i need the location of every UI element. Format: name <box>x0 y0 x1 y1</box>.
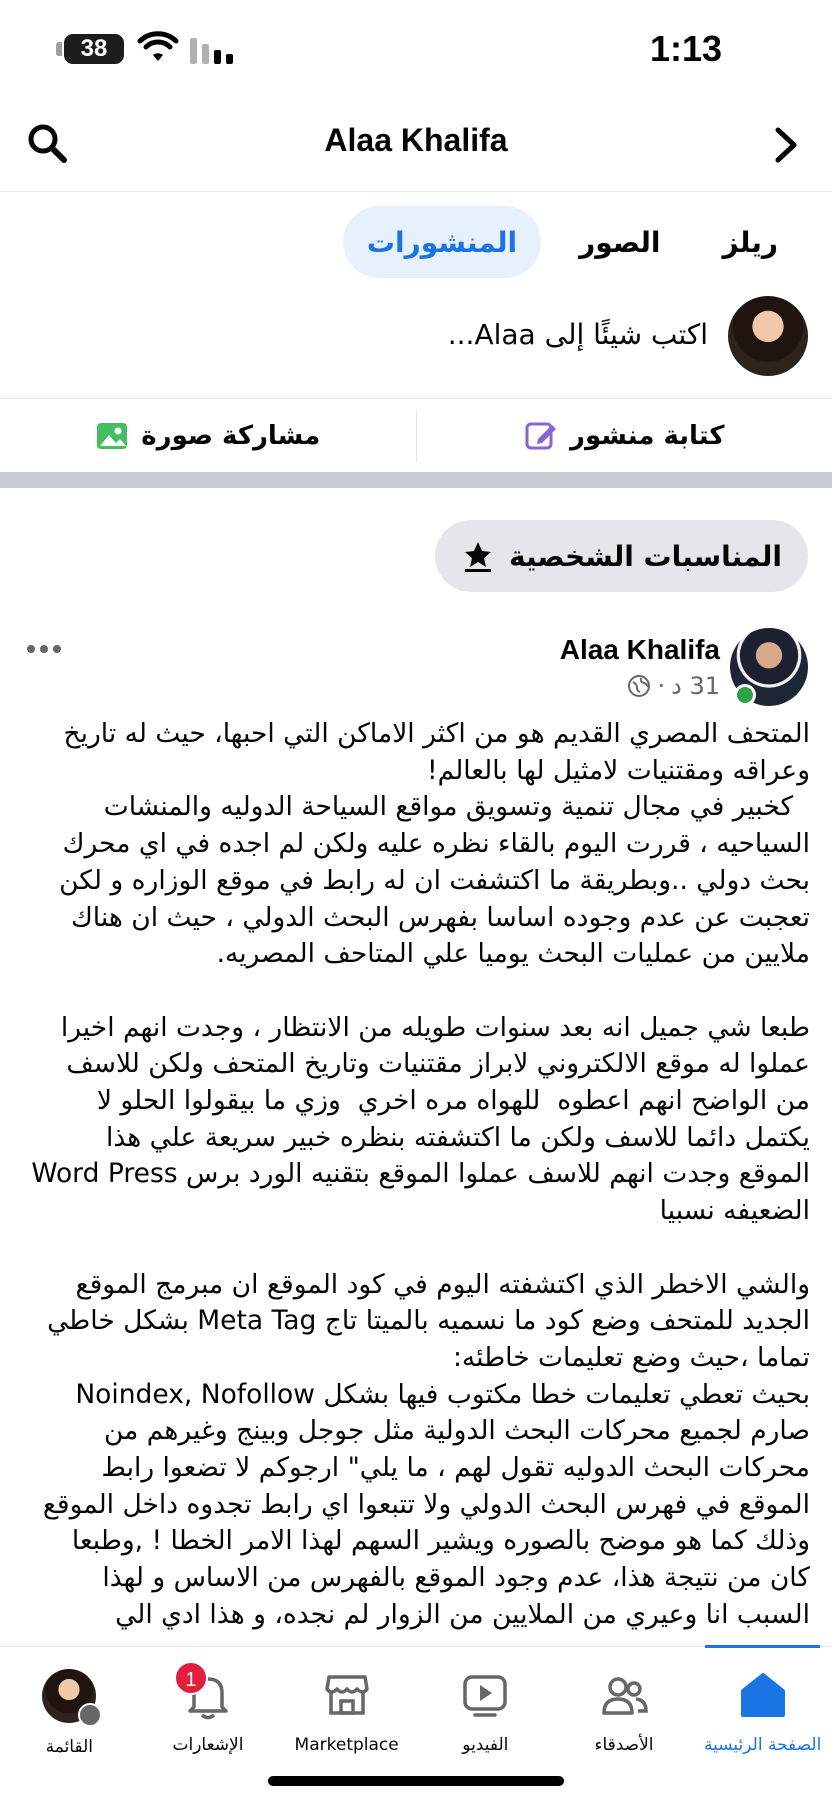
tab-posts[interactable]: المنشورات <box>343 206 541 278</box>
notification-badge: 1 <box>174 1661 208 1695</box>
profile-tabs <box>343 206 802 278</box>
tab-reels[interactable]: ريلز <box>722 225 778 259</box>
globe-icon <box>627 674 651 698</box>
write-post-label: كتابة منشور <box>570 420 725 451</box>
nav-friends[interactable] <box>555 1647 694 1767</box>
friends-icon <box>598 1669 650 1721</box>
post-meta <box>627 672 720 700</box>
video-icon <box>459 1669 511 1721</box>
life-events-button[interactable] <box>435 520 808 592</box>
nav-menu[interactable] <box>0 1647 139 1767</box>
star-icon <box>461 539 495 573</box>
battery-icon: 38 <box>64 34 124 64</box>
nav-home[interactable] <box>693 1647 832 1767</box>
post-header <box>0 628 832 710</box>
post-author[interactable]: Alaa Khalifa <box>559 634 720 665</box>
more-options-icon[interactable] <box>24 642 64 656</box>
composer-actions <box>0 398 832 472</box>
post-composer[interactable] <box>0 296 832 378</box>
status-time: 1:13 <box>649 28 722 69</box>
avatar <box>42 1669 96 1723</box>
nav-notifications[interactable] <box>139 1647 278 1767</box>
marketplace-icon <box>321 1669 373 1721</box>
meta-dot: · <box>657 672 666 700</box>
battery-cap <box>56 42 62 56</box>
status-bar <box>0 0 832 100</box>
wifi-icon <box>138 34 178 64</box>
signal-icon <box>190 36 236 64</box>
home-icon <box>737 1669 789 1721</box>
tab-photos[interactable]: الصور <box>579 225 661 259</box>
nav-video-label: الفيديو <box>462 1735 509 1755</box>
active-indicator <box>705 1645 820 1648</box>
photo-icon <box>95 419 129 453</box>
page-title: Alaa Khalifa <box>324 122 508 158</box>
nav-marketplace-label: Marketplace <box>294 1735 399 1755</box>
section-separator <box>0 472 832 488</box>
composer-placeholder[interactable]: اكتب شيئًا إلى Alaa... <box>447 318 708 351</box>
home-indicator <box>268 1776 564 1786</box>
online-status-icon <box>734 684 756 706</box>
share-photo-button[interactable] <box>0 399 416 472</box>
avatar[interactable] <box>728 296 808 376</box>
nav-video[interactable] <box>416 1647 555 1767</box>
menu-icon <box>78 1703 102 1727</box>
post-text: المتحف المصري القديم هو من اكثر الاماكن التي احبها، حيث له تاريخ وعراقه ومقتنيات لامثيل لها بالعالم! كخبير في مجال تنمية وتسويق مواقع السياحة الدوليه والمنشات السياحيه ، قررت اليوم بالقاء نظره عليه ولكن لم اجده في اي محرك بحث دولي ..وبطريقة ما اكتشفت ان له رابط في موقع الوزاره و لكن تعجبت عن عدم وجوده اساسا بفهرس البحث الدولي ، حيث ان هناك ملايين من عمليات البحث يوميا علي المتاحف المصريه. طبعا شي جميل انه بعد سنوات طويله من الانتظار ، وجدت انهم اخيرا عملوا له موقع الالكتروني لابراز مقتنيات وتاريخ المتحف ولكن للاسف من الواضح انهم اعطوه للهواه مره اخري وزي ما بيقولوا الحلو لا يكتمل دائما للاسف ولكن ما اكتشفته بنظره خبير سريعة علي هذا الموقع وجدت انهم للاسف عملوا الموقع بتقنيه الورد برس Word Press الضعيفه نسبيا والشي الاخطر الذي اكتشفته اليوم في كود الموقع ان مبرمج الموقع الجديد للمتحف وضع كود ما نسميه بالميتا تاج Meta Tag بشكل خاطي تماما ،حيث وضع تعليمات خاطئه: بحيث تعطي تعليمات خطا مكتوب فيها بشكل Noindex, Nofollow صارم لجميع محركات البحث الدولية مثل جوجل وبينج وغيرهم من محركات البحث الدوليه تقول لهم ، ما يلي" ارجوكم لا تضعوا رابط الموقع في فهرس البحث الدولي ولا تتبعوا اي رابط تجدوه داخل الموقع وذلك كما هو موضح بالصوره ويشير السهم لهذا الامر الخطا ! ,وطبعا كان من نتيجة هذا، عدم وجود الموقع بالفهرس من الاساس و لهذا السبب انا وعيري من الملايين من الزوار لم نجده، و هذا ادي الي <box>31 718 810 1630</box>
edit-icon <box>524 419 558 453</box>
nav-home-label: الصفحة الرئيسية <box>704 1735 822 1755</box>
nav-friends-label: الأصدقاء <box>594 1735 654 1755</box>
chevron-right-icon[interactable] <box>768 126 802 164</box>
write-post-button[interactable] <box>417 399 832 472</box>
life-events-label: المناسبات الشخصية <box>509 539 782 573</box>
nav-notifications-label: الإشعارات <box>172 1735 244 1755</box>
nav-marketplace[interactable] <box>277 1647 416 1767</box>
share-photo-label: مشاركة صورة <box>141 420 321 451</box>
nav-menu-label: القائمة <box>45 1737 93 1757</box>
profile-header <box>0 100 832 192</box>
post-time[interactable]: 31 د <box>671 672 720 700</box>
